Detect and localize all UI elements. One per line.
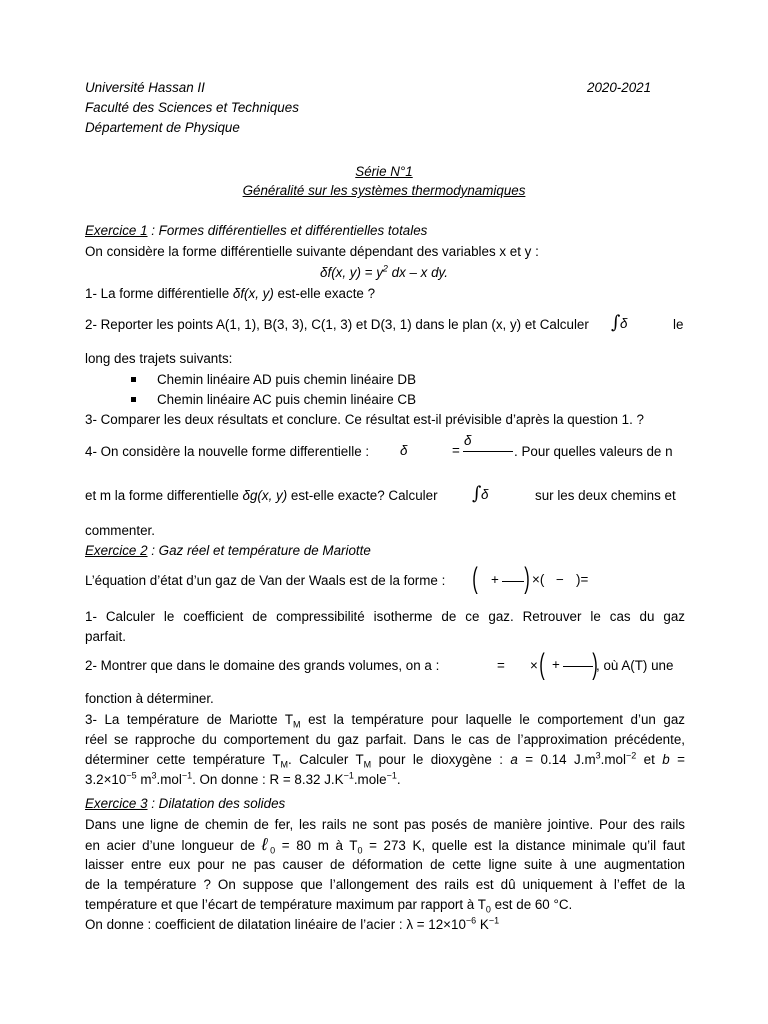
plus-sign: + [552, 657, 560, 672]
fraction-bar [563, 666, 593, 667]
ex2-q3-line2: réel se rapproche du comportement du gaz parfait. Dans le cas de l’approximation précédente, [85, 732, 685, 747]
right-paren-icon: ) [524, 562, 530, 595]
faculty-name: Faculté des Sciences et Techniques [85, 100, 299, 115]
sub-0: 0 [485, 904, 491, 915]
ex1-q4-line3: commenter. [85, 523, 155, 538]
minus-sign: − [556, 572, 564, 587]
ex1-q1-text: 1- La forme différentielle [85, 286, 233, 301]
ex2-q1-line1: 1- Calculer le coefficient de compressibilité isotherme de ce gaz. Retrouver le cas du gaz [85, 609, 685, 624]
ex1-q4-end: . Pour quelles valeurs de n [514, 444, 673, 459]
ex3-body [85, 815, 685, 935]
dot: . [396, 772, 401, 787]
q3-l3c: pour le dioxygène : [371, 752, 511, 767]
plus-sign: + [491, 572, 499, 587]
ex3-l6a: On donne : coefficient de dilatation linéaire de l’acier : λ = 12×10 [85, 917, 466, 932]
equals-sign: = [452, 443, 460, 458]
ex1-q4-form: δg(x, y) [242, 488, 288, 503]
sub-m: M [363, 759, 372, 770]
q3-l3f: et [636, 752, 663, 767]
sup-m2: −2 [625, 750, 637, 761]
ex1-q3: 3- Comparer les deux résultats et conclure. Ce résultat est-il prévisible d’après la question 1. ? [85, 412, 644, 427]
ell-symbol: ℓ [261, 835, 271, 854]
ex1-q1-end: est-elle exacte ? [273, 286, 376, 301]
ex3-heading [85, 795, 285, 813]
sup-m5: −5 [126, 770, 137, 781]
var-b: b [662, 752, 670, 767]
ex3-line4: de la température ? On suppose que l’allongement des rails est dû uniquement à l’effet de la [85, 877, 685, 892]
ex3-line2 [85, 835, 685, 855]
ex1-q1 [85, 285, 375, 303]
university-name: Université Hassan II [85, 80, 205, 95]
sup-m1: −1 [343, 770, 354, 781]
ex3-l2c: = 273 K, quelle est la distance minimale qu’il faut [362, 838, 686, 853]
serie-title: Série N°1 [355, 164, 413, 179]
ex3-line6 [85, 915, 685, 935]
ex3-l5b: est de 60 °C. [490, 897, 573, 912]
sup-3: 3 [151, 770, 157, 781]
ex3-title: : Dilatation des solides [147, 796, 286, 811]
department-name: Département de Physique [85, 120, 240, 135]
times-sign: ×( [532, 572, 545, 587]
path-2: Chemin linéaire AC puis chemin linéaire CB [157, 392, 417, 407]
q3-l4b: m [136, 772, 152, 787]
integral-sign: ∫ [611, 312, 621, 333]
sup-3: 3 [595, 750, 601, 761]
ex1-q1-form: δf(x, y) [232, 286, 274, 301]
ex2-q2: 2- Montrer que dans le domaine des grands volumes, on a : [85, 658, 440, 673]
bullet-icon [131, 377, 136, 382]
sub-m: M [293, 719, 301, 730]
ex2-q2-line2: fonction à déterminer. [85, 691, 214, 706]
ex2-heading [85, 542, 371, 560]
ex3-label: Exercice 3 [85, 796, 148, 811]
sup-m1: −1 [386, 770, 397, 781]
ex2-intro: L’équation d’état d’un gaz de Van der Waals est de la forme : [85, 573, 446, 588]
ex1-q4-line2b: est-elle exacte? Calculer [287, 488, 438, 503]
ex2-q1 [85, 607, 685, 647]
left-paren-icon: ( [539, 648, 545, 681]
academic-year: 2020-2021 [587, 80, 652, 95]
ex2-q3-line3 [85, 750, 685, 770]
q3-l1b: est la température pour laquelle le comportement d’un gaz [300, 712, 686, 727]
ex1-q2-cont: long des trajets suivants: [85, 351, 233, 366]
q3-l3d: = 0.14 J.m [517, 752, 596, 767]
ex1-q4: 4- On considère la nouvelle forme differentielle : [85, 444, 370, 459]
ex2-q3-line1 [85, 710, 685, 730]
ex3-l5a: température et que l’écart de température maximum par rapport à T [85, 897, 486, 912]
sub-0: 0 [357, 845, 363, 856]
fraction-bar [502, 581, 524, 582]
ex1-formula: δf(x, $y) = y^2$ dx – x dy. [320, 263, 448, 280]
q3-l3e: .mol [600, 752, 626, 767]
b-eq: = [669, 752, 685, 767]
ex1-q2: 2- Reporter les points A(1, 1), B(3, 3), C(1, 3) et D(3, 1) dans le plan (x, y) et Calculer [85, 317, 589, 332]
delta-symbol: δ [400, 443, 408, 458]
sub-0: 0 [270, 845, 276, 856]
ex1-label: Exercice 1 [85, 223, 148, 238]
q3-l1: 3- La température de Mariotte T [85, 712, 294, 727]
left-paren-icon: ( [472, 562, 478, 595]
q3-l3a: déterminer cette température T [85, 752, 281, 767]
path-1: Chemin linéaire AD puis chemin linéaire DB [157, 372, 417, 387]
ex3-l6b: K [476, 917, 489, 932]
ex1-heading [85, 222, 427, 240]
delta-symbol: δ [620, 316, 628, 331]
delta-symbol: δ [464, 433, 472, 448]
serie-subtitle: Généralité sur les systèmes thermodynamiques [242, 183, 526, 198]
ex1-q4-line2 [85, 487, 438, 505]
fraction-bar [463, 451, 513, 452]
sup-m1: −1 [488, 915, 500, 926]
ex2-q1-line2: parfait. [85, 629, 126, 644]
equals-sign: = [497, 658, 505, 673]
ex3-line1: Dans une ligne de chemin de fer, les rails ne sont pas posés de manière jointive. Pour des rails [85, 817, 685, 832]
q3-l4d: . On donne : R = 8.32 J.K [192, 772, 344, 787]
sub-m: M [280, 759, 288, 770]
ex1-q4-line2c: sur les deux chemins et [535, 488, 676, 503]
closing-equals: )= [576, 572, 589, 587]
times-sign: × [530, 658, 538, 673]
var-a: a [510, 752, 518, 767]
ex2-q3-line4 [85, 770, 685, 790]
integral-sign: ∫ [472, 483, 482, 504]
q3-l3b: . Calculer T [288, 752, 364, 767]
ex3-line3: laisser entre eux pour ne pas causer de déformation de cette ligne suite à une augmentation [85, 857, 685, 872]
ex3-l2a: en acier d’une longueur de [85, 838, 262, 853]
ex3-l2b: = 80 m à T [275, 838, 358, 853]
ex2-title: : Gaz réel et température de Mariotte [147, 543, 371, 558]
ex2-q3 [85, 710, 685, 790]
q3-l4e: .mole [353, 772, 387, 787]
ex1-q4-line2a: et m la forme differentielle [85, 488, 243, 503]
ex1-title: : Formes différentielles et différentielles totales [147, 223, 428, 238]
sup-m1: −1 [181, 770, 193, 781]
q3-l4a: 3.2×10 [85, 772, 127, 787]
ex3-line5 [85, 895, 685, 915]
ex1-intro: On considère la forme différentielle suivante dépendant des variables x et y : [85, 244, 539, 259]
ex2-q2-end: , où A(T) une [596, 658, 674, 673]
delta-symbol: δ [481, 487, 489, 502]
bullet-icon [131, 397, 136, 402]
ex2-label: Exercice 2 [85, 543, 148, 558]
q3-l4c: .mol [156, 772, 182, 787]
sup-m6: −6 [465, 915, 477, 926]
right-paren-icon: ) [592, 648, 598, 681]
ex1-q2-le: le [673, 317, 684, 332]
